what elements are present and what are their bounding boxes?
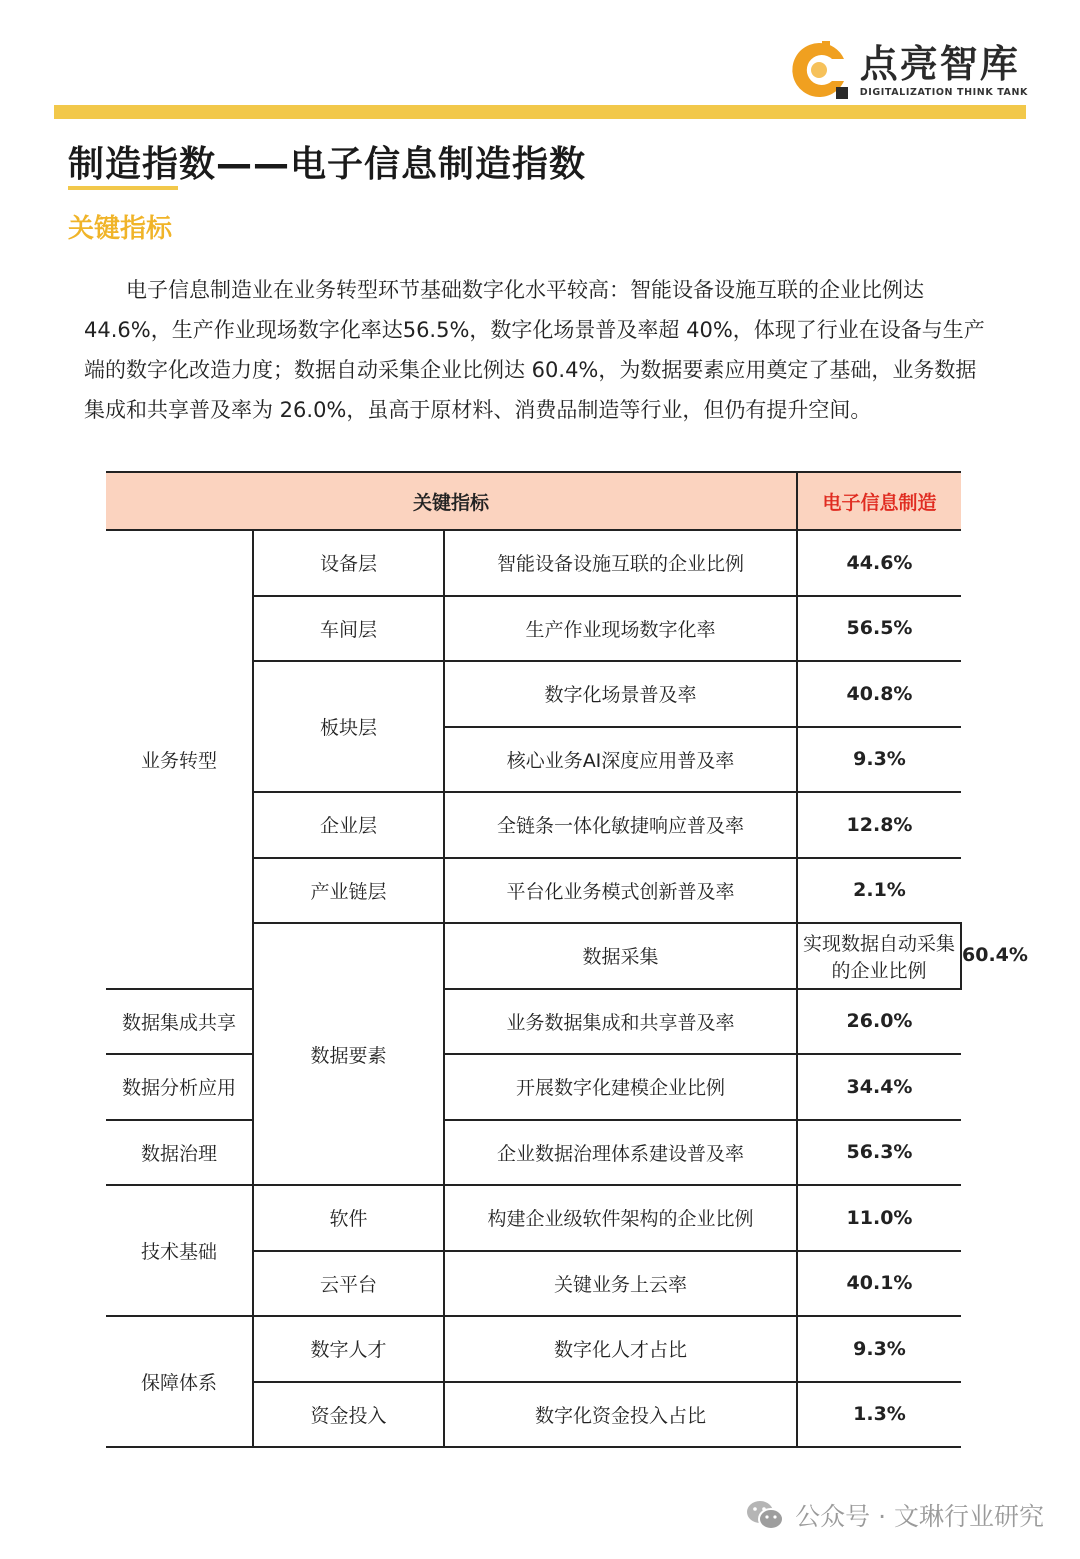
watermark-text: 公众号 · 文琳行业研究	[795, 1502, 1044, 1531]
section-subtitle: 关键指标	[68, 214, 173, 244]
brand-name-cn: 点亮智库	[859, 41, 1020, 86]
indicator-cell: 开展数字化建模企业比例	[444, 1054, 797, 1120]
value-cell: 44.6%	[797, 530, 961, 596]
value-cell: 40.1%	[797, 1251, 961, 1317]
brand-name-en: DIGITALIZATION THINK TANK	[859, 86, 1028, 98]
table-header-row	[106, 472, 961, 530]
indicator-cell: 关键业务上云率	[444, 1251, 797, 1317]
header-sector: 电子信息制造	[797, 472, 961, 530]
indicator-cell: 核心业务AI深度应用普及率	[444, 727, 797, 793]
indicator-cell: 全链条一体化敏捷响应普及率	[444, 792, 797, 858]
subcategory-cell: 数据分析应用	[106, 1054, 253, 1120]
category-cell: 数据要素	[253, 923, 444, 1185]
subcategory-cell: 云平台	[253, 1251, 444, 1317]
category-cell: 业务转型	[106, 530, 253, 989]
category-cell: 保障体系	[106, 1316, 253, 1447]
subcategory-cell: 板块层	[253, 661, 444, 792]
value-cell: 26.0%	[797, 989, 961, 1055]
indicator-cell: 平台化业务模式创新普及率	[444, 858, 797, 924]
table-row	[106, 989, 961, 1055]
key-indicators-table	[106, 471, 1028, 1448]
indicator-cell: 生产作业现场数字化率	[444, 596, 797, 662]
subcategory-cell: 设备层	[253, 530, 444, 596]
indicator-cell: 数字化场景普及率	[444, 661, 797, 727]
subcategory-cell: 企业层	[253, 792, 444, 858]
indicator-cell: 数字化人才占比	[444, 1316, 797, 1382]
header-accent-bar	[54, 105, 1026, 119]
value-cell: 56.5%	[797, 596, 961, 662]
value-cell: 34.4%	[797, 1054, 961, 1120]
wechat-watermark	[745, 1497, 1044, 1533]
indicator-cell: 智能设备设施互联的企业比例	[444, 530, 797, 596]
subcategory-cell: 数据集成共享	[106, 989, 253, 1055]
category-cell: 技术基础	[106, 1185, 253, 1316]
table-row	[106, 1054, 961, 1120]
logo-mark-icon	[786, 37, 852, 103]
value-cell: 56.3%	[797, 1120, 961, 1186]
value-cell: 1.3%	[797, 1382, 961, 1448]
title-underline	[68, 186, 178, 190]
table-row	[106, 530, 961, 596]
subcategory-cell: 资金投入	[253, 1382, 444, 1448]
subcategory-cell: 软件	[253, 1185, 444, 1251]
subcategory-cell: 产业链层	[253, 858, 444, 924]
value-cell: 12.8%	[797, 792, 961, 858]
subcategory-cell: 数字人才	[253, 1316, 444, 1382]
value-cell: 11.0%	[797, 1185, 961, 1251]
header-key-indicators: 关键指标	[106, 472, 797, 530]
indicator-cell: 实现数据自动采集的企业比例	[797, 923, 961, 989]
value-cell: 9.3%	[797, 1316, 961, 1382]
indicator-cell: 企业数据治理体系建设普及率	[444, 1120, 797, 1186]
table-row: 数据要素 数据采集 实现数据自动采集的企业比例 60.4%	[106, 923, 961, 989]
summary-paragraph: 电子信息制造业在业务转型环节基础数字化水平较高：智能设备设施互联的企业比例达44.6%，生产作业现场数字化率达56.5%，数字化场景普及率超 40%，体现了行业在设备与生产端的数字化改造力度；数据自动采集企业比例达 60.4%，为数据要素应用奠定了基础，业务数据集成和共享普及率为 26.0%，虽高于原材料、消费品制造等行业，但仍有提升空间。	[84, 278, 985, 422]
value-cell: 40.8%	[797, 661, 961, 727]
subcategory-cell: 数据治理	[106, 1120, 253, 1186]
value-cell: 2.1%	[797, 858, 961, 924]
table-row	[106, 1120, 961, 1186]
indicator-cell: 业务数据集成和共享普及率	[444, 989, 797, 1055]
page-title: 制造指数——电子信息制造指数	[68, 144, 587, 185]
subcategory-cell: 车间层	[253, 596, 444, 662]
table-row	[106, 1185, 961, 1251]
value-cell: 9.3%	[797, 727, 961, 793]
table-row	[106, 1316, 961, 1382]
indicator-cell: 数字化资金投入占比	[444, 1382, 797, 1448]
indicator-cell: 构建企业级软件架构的企业比例	[444, 1185, 797, 1251]
brand-logo	[786, 36, 1028, 104]
wechat-icon	[745, 1498, 785, 1532]
subcategory-cell: 数据采集	[444, 923, 797, 989]
